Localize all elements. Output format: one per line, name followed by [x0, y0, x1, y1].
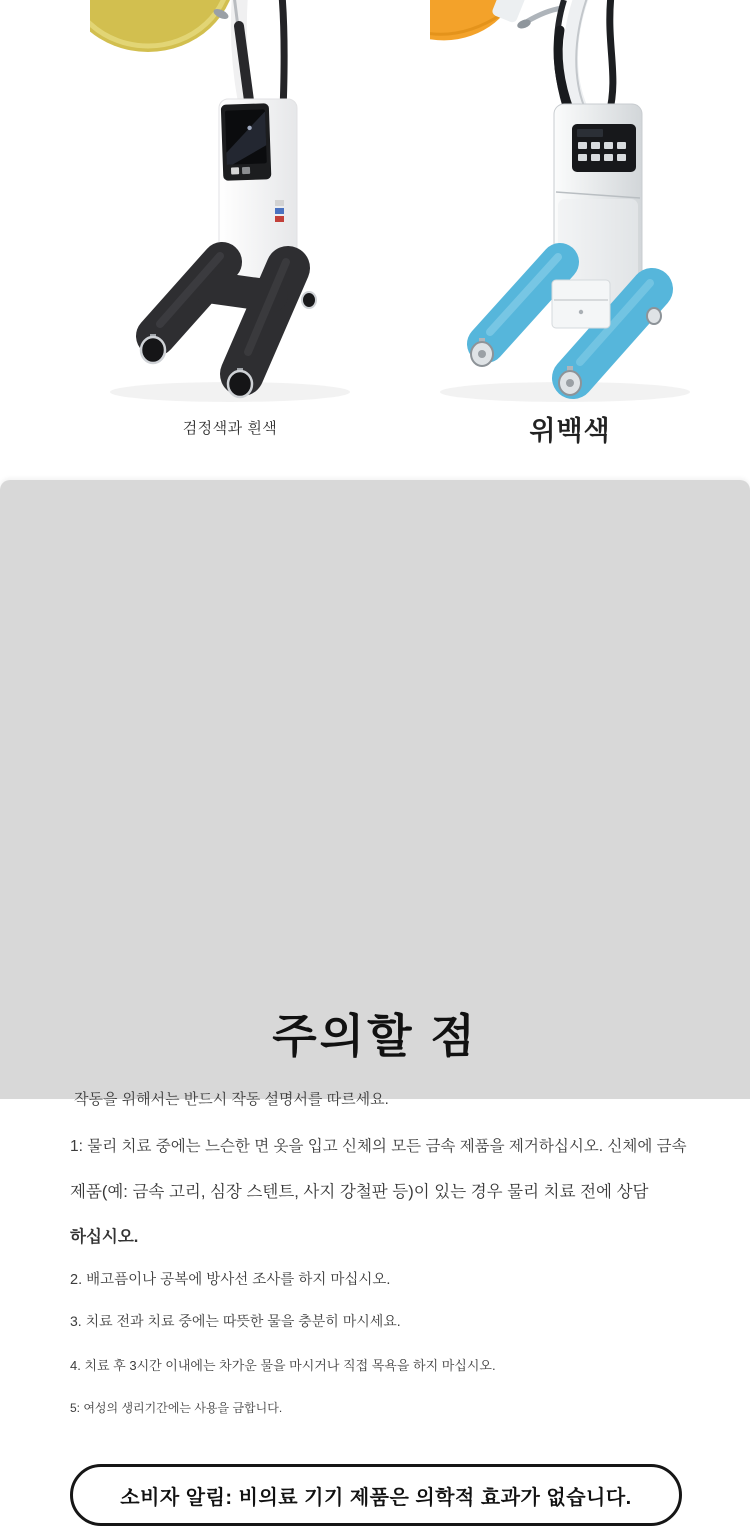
- caution-line-1-end: 하십시오.: [70, 1228, 139, 1246]
- control-screen: [221, 103, 272, 181]
- power-cable: [609, 0, 613, 114]
- caution-line-2: 2. 배고픔이나 공복에 방사선 조사를 하지 마십시오.: [70, 1272, 391, 1288]
- control-panel: [572, 124, 636, 172]
- caution-line-1: 1: 물리 치료 중에는 느슨한 면 옷을 입고 신체의 모든 금속 제품을 제거하십시오. 신체에 금속: [70, 1138, 687, 1155]
- label-stickers: [275, 200, 284, 222]
- caution-title: 주의할 점: [272, 1010, 478, 1062]
- product-photo-blue-white: [430, 0, 710, 410]
- caution-line-3: 3. 치료 전과 치료 중에는 따뜻한 물을 충분히 마시세요.: [70, 1313, 401, 1329]
- caution-line-1-cont: 제품(예: 금속 고리, 심장 스텐트, 사지 강철판 등)이 있는 경우 물리 치료 전에 상담: [70, 1183, 649, 1201]
- consumer-notice-box: [70, 1464, 682, 1526]
- device-base: [156, 256, 288, 374]
- lamp-head: [90, 0, 236, 52]
- consumer-notice-text: 소비자 알림: 비의료 기기 제품은 의학적 효과가 없습니다.: [120, 1486, 632, 1509]
- base-console: [552, 280, 610, 328]
- lamp-head: [430, 0, 527, 51]
- product-photo-black-white: [90, 0, 370, 410]
- product-label-black-white: 검정색과 흰색: [182, 420, 278, 437]
- caster-wheel: [647, 308, 661, 324]
- caster-wheel: [302, 292, 316, 308]
- caution-line-4: 4. 치료 후 3시간 이내에는 차가운 물을 마시거나 직접 목욕을 하지 마십시오.: [70, 1358, 496, 1373]
- caution-section: [0, 480, 750, 1509]
- panel-display: [577, 129, 603, 137]
- product-showcase: [0, 0, 750, 480]
- caution-line-5: 5: 여성의 생리기간에는 사용을 금합니다.: [70, 1401, 283, 1415]
- product-label-blue-white: 위백색: [529, 416, 611, 446]
- caution-intro: 작동을 위해서는 반드시 작동 설명서를 따르세요.: [74, 1091, 389, 1108]
